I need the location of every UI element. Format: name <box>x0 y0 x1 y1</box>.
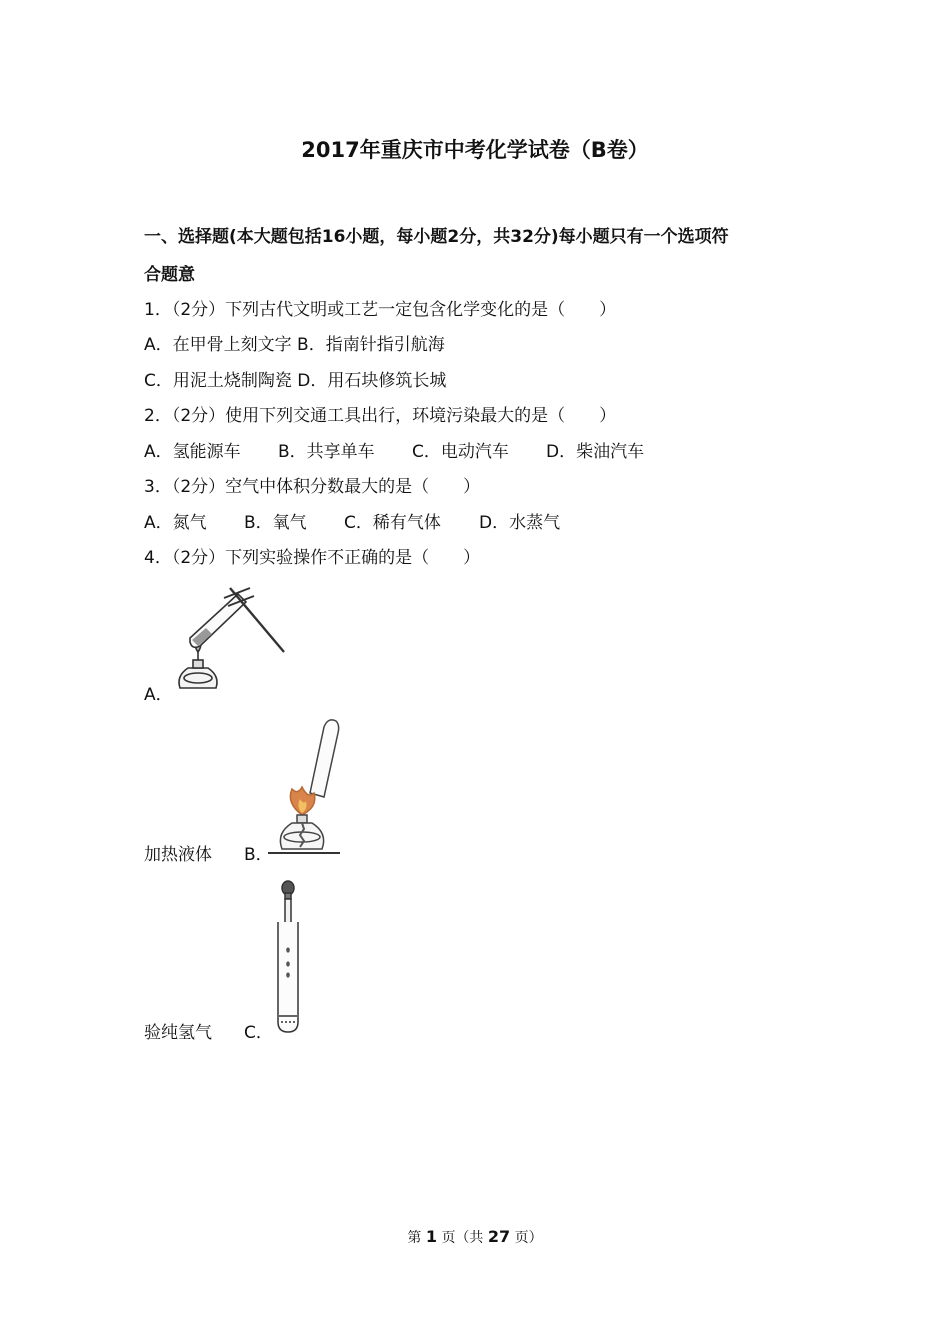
footer-suffix: 页） <box>514 1230 543 1246</box>
footer-middle: 页（共 <box>441 1230 484 1246</box>
q4-option-b-caption: 验纯氢气 <box>144 1023 212 1043</box>
q4-option-b-label: B． <box>244 845 273 865</box>
q4-stem: 4．（2分）下列实验操作不正确的是（ ） <box>144 548 481 568</box>
section-heading-line2: 合题意 <box>144 265 195 285</box>
footer-total-pages: 27 <box>487 1227 511 1246</box>
q1-options-line1: A．在甲骨上刻文字 B．指南针指引航海 <box>144 335 445 355</box>
q3-option-a: A．氮气 <box>144 513 207 533</box>
hydrogen-purity-test-figure <box>268 715 343 857</box>
page-footer <box>0 1227 950 1247</box>
q4-option-a-label: A． <box>144 685 173 705</box>
q3-stem: 3．（2分）空气中体积分数最大的是（ ） <box>144 477 481 497</box>
q3-option-b: B．氧气 <box>244 513 307 533</box>
q2-option-d: D．柴油汽车 <box>546 442 645 462</box>
q1-options-line2: C．用泥土烧制陶瓷 D．用石块修筑长城 <box>144 371 447 391</box>
dropper-test-tube-figure <box>270 880 306 1035</box>
q2-option-c: C．电动汽车 <box>412 442 509 462</box>
q3-options <box>144 508 560 533</box>
section-heading-line1: 一、选择题(本大题包括16小题，每小题2分，共32分)每小题只有一个选项符 <box>144 227 729 247</box>
q1-stem: 1．（2分）下列古代文明或工艺一定包含化学变化的是（ ） <box>144 300 617 320</box>
q2-option-a: A．氢能源车 <box>144 442 241 462</box>
q2-stem: 2．（2分）使用下列交通工具出行，环境污染最大的是（ ） <box>144 406 617 426</box>
q4-option-a-caption: 加热液体 <box>144 845 212 865</box>
heating-liquid-figure <box>172 580 292 695</box>
q2-options <box>144 437 644 462</box>
footer-page-number: 1 <box>425 1227 437 1246</box>
footer-prefix: 第 <box>407 1230 422 1246</box>
page-title: 2017年重庆市中考化学试卷（B卷） <box>301 138 649 162</box>
q4-option-c-label: C． <box>244 1023 273 1043</box>
q3-option-d: D．水蒸气 <box>479 513 561 533</box>
q2-option-b: B．共享单车 <box>278 442 375 462</box>
q3-option-c: C．稀有气体 <box>344 513 441 533</box>
